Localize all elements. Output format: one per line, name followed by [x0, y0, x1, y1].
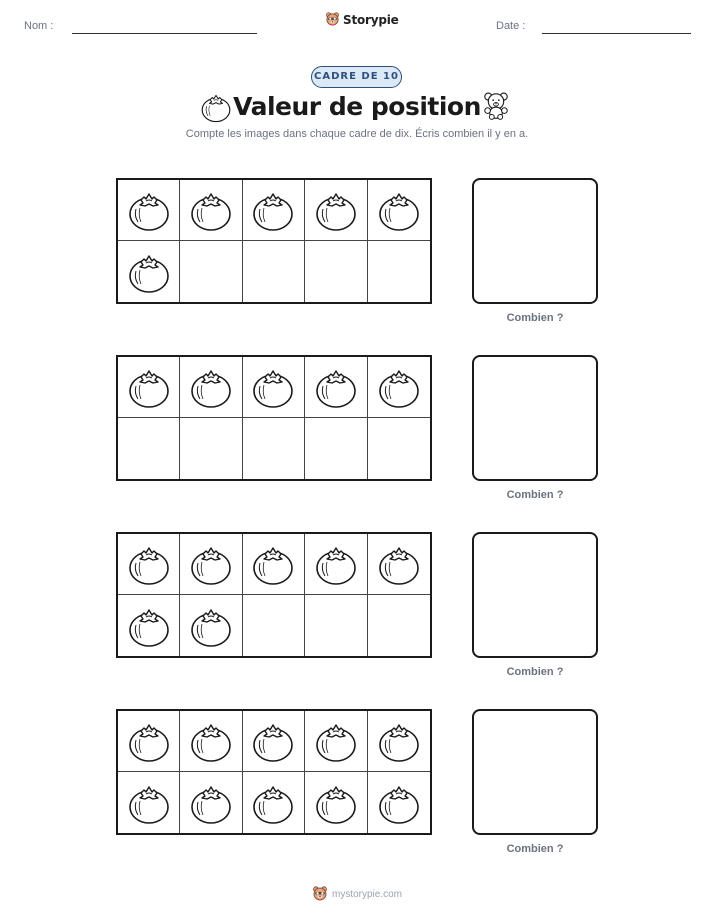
ten-frame-cell [305, 772, 367, 833]
ten-frame-cell [368, 418, 430, 479]
answer-box[interactable] [472, 355, 598, 481]
blueberry-icon [189, 604, 233, 648]
worksheet-badge: CADRE DE 10 [311, 66, 402, 88]
brand-logo [325, 12, 399, 27]
ten-frame-cell [180, 357, 242, 418]
blueberry-icon [314, 188, 358, 232]
ten-frame-cell [243, 772, 305, 833]
ten-frame-cell [243, 534, 305, 595]
blueberry-icon [377, 188, 421, 232]
blueberry-icon [189, 719, 233, 763]
ten-frame [116, 532, 432, 658]
blueberry-icon [377, 719, 421, 763]
date-label: Date : [496, 20, 526, 32]
ten-frame-cell [243, 711, 305, 772]
blueberry-icon [377, 781, 421, 825]
instructions: Compte les images dans chaque cadre de dix. Écris combien il y en a. [185, 128, 529, 140]
ten-frame-cell [305, 711, 367, 772]
ten-frame-cell [305, 241, 367, 302]
blueberry-icon [314, 781, 358, 825]
ten-frame-cell [243, 241, 305, 302]
name-label: Nom : [24, 20, 54, 32]
footer [0, 886, 714, 902]
blueberry-icon [127, 781, 171, 825]
bear-logo-icon [325, 12, 340, 27]
ten-frame-cell [368, 357, 430, 418]
ten-frame-cell [118, 241, 180, 302]
ten-frame-cell [118, 595, 180, 656]
answer-label: Combien ? [506, 843, 564, 855]
ten-frame-cell [180, 418, 242, 479]
blueberry-icon [189, 188, 233, 232]
answer-label: Combien ? [506, 666, 564, 678]
footer-url: mystorypie.com [331, 888, 402, 900]
ten-frame-cell [368, 534, 430, 595]
blueberry-icon [251, 365, 295, 409]
ten-frame-cell [368, 711, 430, 772]
blueberry-icon [377, 365, 421, 409]
blueberry-icon [314, 365, 358, 409]
ten-frame-cell [243, 418, 305, 479]
ten-frame-cell [180, 534, 242, 595]
teddy-bear-icon [482, 90, 510, 120]
answer-box[interactable] [472, 532, 598, 658]
blueberry-icon [377, 542, 421, 586]
blueberry-icon [251, 188, 295, 232]
ten-frame-cell [118, 418, 180, 479]
blueberry-icon [127, 542, 171, 586]
answer-box[interactable] [472, 709, 598, 835]
ten-frame-cell [118, 357, 180, 418]
blueberry-icon [251, 781, 295, 825]
answer-label: Combien ? [506, 312, 564, 324]
blueberry-icon [127, 604, 171, 648]
ten-frame-cell [305, 595, 367, 656]
blueberry-icon [127, 250, 171, 294]
blueberry-icon [127, 365, 171, 409]
ten-frame-cell [243, 180, 305, 241]
blueberry-icon [314, 719, 358, 763]
blueberry-icon [189, 542, 233, 586]
blueberry-icon [189, 365, 233, 409]
ten-frame-cell [118, 534, 180, 595]
ten-frame-cell [305, 357, 367, 418]
ten-frame-cell [243, 595, 305, 656]
blueberry-icon [127, 719, 171, 763]
ten-frame-cell [368, 180, 430, 241]
ten-frame-cell [368, 772, 430, 833]
ten-frame-cell [118, 772, 180, 833]
page-title: Valeur de position [233, 92, 481, 121]
ten-frame [116, 709, 432, 835]
ten-frame-cell [180, 241, 242, 302]
blueberry-icon [251, 719, 295, 763]
answer-box[interactable] [472, 178, 598, 304]
ten-frame-cell [118, 180, 180, 241]
bear-logo-icon [312, 886, 328, 902]
answer-label: Combien ? [506, 489, 564, 501]
ten-frame-cell [305, 418, 367, 479]
date-line[interactable] [542, 33, 691, 34]
ten-frame-cell [368, 595, 430, 656]
name-line[interactable] [72, 33, 257, 34]
ten-frame [116, 178, 432, 304]
blueberry-icon [251, 542, 295, 586]
brand-name: Storypie [343, 12, 399, 27]
ten-frame-cell [305, 180, 367, 241]
ten-frame-cell [243, 357, 305, 418]
blueberry-icon [189, 781, 233, 825]
ten-frame-cell [180, 180, 242, 241]
blueberry-icon [127, 188, 171, 232]
ten-frame-cell [368, 241, 430, 302]
ten-frame [116, 355, 432, 481]
ten-frame-cell [118, 711, 180, 772]
ten-frame-cell [180, 595, 242, 656]
ten-frame-cell [305, 534, 367, 595]
ten-frame-cell [180, 772, 242, 833]
ten-frame-cell [180, 711, 242, 772]
blueberry-icon [314, 542, 358, 586]
